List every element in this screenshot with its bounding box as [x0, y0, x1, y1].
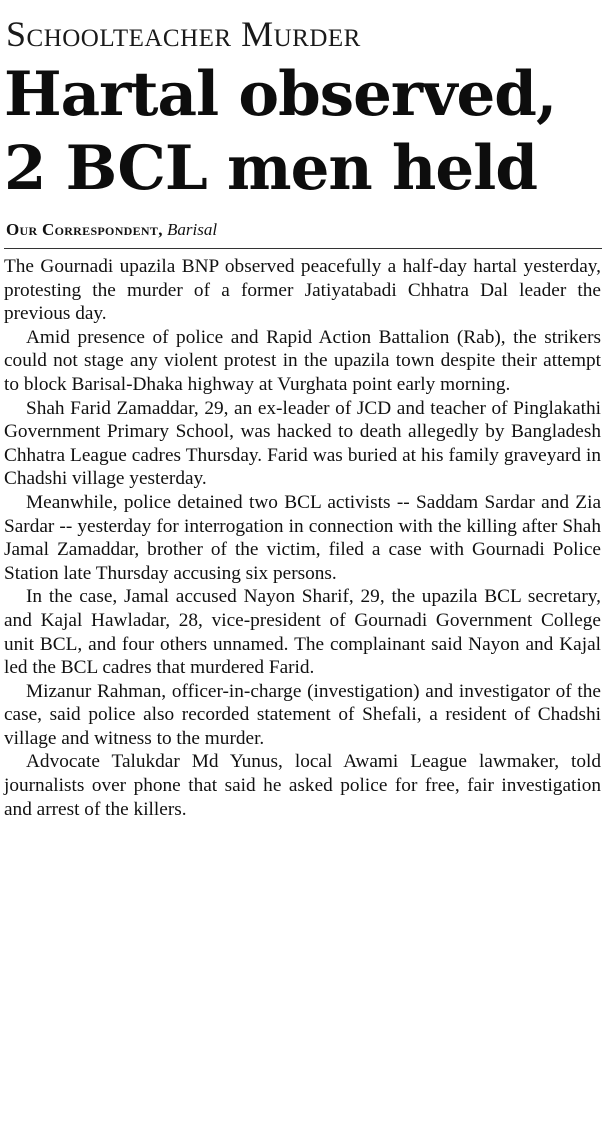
paragraph-5: In the case, Jamal accused Nayon Sharif, 29, the upazila BCL secretary, and Kajal Hawladar, 28, vice-president of Gournadi Government College unit BCL, and four others unnamed. The complainant said Nayon and Kajal led the BCL cadres that murdered Farid. [4, 586, 601, 679]
byline-name: Our Correspondent, [6, 220, 163, 239]
byline-divider [4, 248, 602, 249]
byline [6, 220, 602, 240]
kicker: Schoolteacher Murder [6, 14, 361, 54]
paragraph-7: Advocate Talukdar Md Yunus, local Awami League lawmaker, told journalists over phone that said he asked police for free, fair investigation and arrest of the killers. [4, 751, 601, 820]
paragraph-6: Mizanur Rahman, officer-in-charge (investigation) and investigator of the case, said police also recorded statement of Shefali, a resident of Chadshi village and witness to the murder. [4, 680, 601, 749]
headline-line-2: 2 BCL men held [4, 133, 537, 204]
paragraph-3: Shah Farid Zamaddar, 29, an ex-leader of JCD and teacher of Pinglakathi Government Primary School, was hacked to death allegedly by Bangladesh Chhatra League cadres Thursday. Farid was buried at his family graveyard in Chadshi village yesterday. [4, 397, 601, 490]
headline [4, 58, 602, 206]
byline-place: Barisal [167, 220, 218, 239]
paragraph-2: Amid presence of police and Rapid Action Battalion (Rab), the strikers could not stage any violent protest in the upazila town despite their attempt to block Barisal-Dhaka highway at Vurghata point early morning. [4, 326, 601, 395]
paragraph-1: The Gournadi upazila BNP observed peacefully a half-day hartal yesterday, protesting the murder of a former Jatiyatabadi Chhatra Dal leader the previous day. [4, 256, 601, 325]
headline-line-1: Hartal observed, [4, 59, 557, 130]
article-body [4, 255, 601, 821]
paragraph-4: Meanwhile, police detained two BCL activists -- Saddam Sardar and Zia Sardar -- yesterday for interrogation in connection with the killing after Shah Jamal Zamaddar, brother of the victim, filed a case with Gournadi Police Station late Thursday accusing six persons. [4, 491, 601, 584]
